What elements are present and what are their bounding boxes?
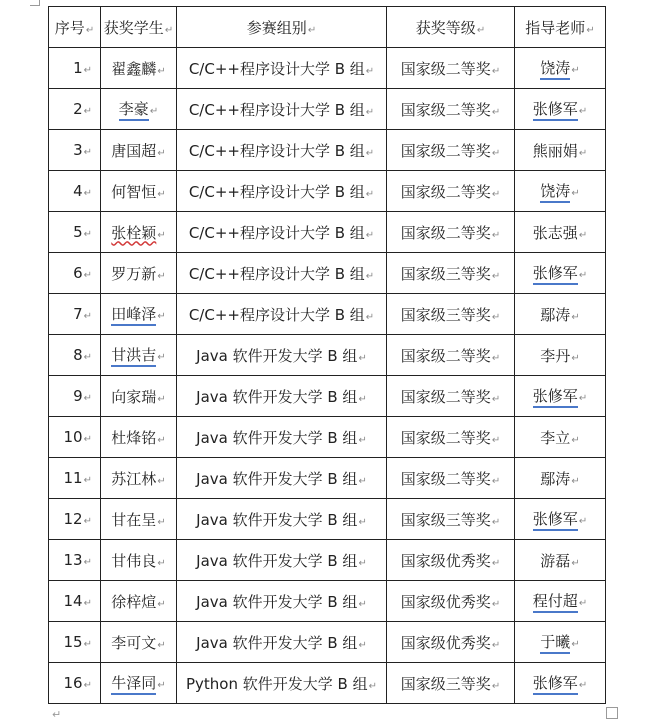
header-group-label: 参赛组别 [246,18,307,37]
cell-teacher[interactable] [515,335,606,376]
cell-student[interactable] [101,376,177,417]
cell-student-text: 甘在呈 [111,510,157,529]
cell-no[interactable] [49,89,101,130]
cell-end-mark: ↵ [157,65,166,77]
cell-end-mark: ↵ [571,557,580,569]
cell-no[interactable] [49,376,101,417]
cell-group[interactable] [177,581,387,622]
cell-no[interactable] [49,417,101,458]
cell-student-text: 牛泽同 [111,672,156,695]
cell-student[interactable] [101,89,177,130]
cell-teacher[interactable] [515,622,606,663]
cell-end-mark: ↵ [491,434,501,446]
cell-student-text: 何智恒 [111,182,157,201]
cell-student-text: 李豪 [119,98,149,121]
cell-teacher[interactable] [515,499,606,540]
cell-teacher-text: 张修军 [533,262,578,285]
cell-level-text: 国家级二等奖 [400,387,491,406]
cell-group-text: Java 软件开发大学 B 组 [196,469,358,488]
table-row [49,253,606,294]
cell-group[interactable] [177,171,387,212]
cell-group[interactable] [177,130,387,171]
cell-group-text: Java 软件开发大学 B 组 [196,592,358,611]
cell-student[interactable] [101,622,177,663]
cell-end-mark: ↵ [358,557,367,569]
cell-end-mark: ↵ [83,311,92,322]
cell-group[interactable] [177,89,387,130]
cell-end-mark: ↵ [578,392,588,404]
cell-end-mark: ↵ [83,147,92,158]
cell-student[interactable] [101,294,177,335]
cell-end-mark: ↵ [491,106,501,118]
cell-end-mark: ↵ [358,393,367,405]
cell-no-text: 6 [73,264,83,282]
cell-end-mark: ↵ [491,680,501,692]
cell-end-mark: ↵ [358,352,367,364]
cell-teacher[interactable] [515,253,606,294]
cell-level-text: 国家级二等奖 [400,59,491,78]
cell-teacher[interactable] [515,581,606,622]
cell-group[interactable] [177,294,387,335]
cell-end-mark: ↵ [365,188,375,200]
top-left-margin-marker [30,0,40,6]
cell-end-mark: ↵ [491,516,501,528]
cell-end-mark: ↵ [83,639,92,650]
cell-student[interactable] [101,499,177,540]
award-table [48,6,606,704]
cell-no-text: 3 [73,141,83,159]
cell-no[interactable] [49,499,101,540]
cell-teacher-text: 程付超 [533,590,578,613]
cell-group-text: Python 软件开发大学 B 组 [186,674,368,693]
header-no[interactable] [49,7,101,48]
header-row [49,7,606,48]
cell-end-mark: ↵ [571,352,580,364]
cell-group[interactable] [177,212,387,253]
cell-level-text: 国家级三等奖 [400,510,491,529]
cell-group-text: C/C++程序设计大学 B 组 [188,182,365,201]
cell-no[interactable] [49,622,101,663]
cell-level[interactable] [387,417,515,458]
cell-end-mark: ↵ [83,106,92,117]
cell-level-text: 国家级二等奖 [400,182,491,201]
cell-student[interactable] [101,663,177,704]
cell-level-text: 国家级三等奖 [400,305,491,324]
cell-no[interactable] [49,335,101,376]
table-row [49,48,606,89]
cell-no-text: 9 [73,387,83,405]
cell-no[interactable] [49,540,101,581]
cell-teacher[interactable] [515,417,606,458]
cell-end-mark: ↵ [571,64,580,76]
cell-teacher-text: 熊丽娟 [532,141,578,160]
cell-level-text: 国家级二等奖 [400,346,491,365]
cell-end-mark: ↵ [491,352,501,364]
cell-level[interactable] [387,89,515,130]
cell-end-mark: ↵ [358,598,367,610]
header-student-label: 获奖学生 [103,18,164,37]
cell-student[interactable] [101,130,177,171]
cell-end-mark: ↵ [83,475,92,486]
cell-teacher-text: 鄢涛 [540,305,571,324]
cell-group-text: C/C++程序设计大学 B 组 [188,223,365,242]
cell-end-mark: ↵ [491,65,501,77]
cell-end-mark: ↵ [365,270,375,282]
header-level-label: 获奖等级 [415,18,476,37]
cell-end-mark: ↵ [83,188,92,199]
header-student[interactable] [101,7,177,48]
cell-end-mark: ↵ [83,557,92,568]
cell-level-text: 国家级二等奖 [400,100,491,119]
cell-level[interactable] [387,48,515,89]
cell-teacher[interactable] [515,458,606,499]
cell-teacher[interactable] [515,294,606,335]
cell-end-mark: ↵ [157,229,166,241]
cell-end-mark: ↵ [491,188,501,200]
table-row [49,622,606,663]
cell-end-mark: ↵ [83,393,92,404]
cell-teacher-text: 饶涛 [540,57,570,80]
cell-end-mark: ↵ [586,24,595,36]
cell-teacher-text: 李立 [540,428,571,447]
cell-no[interactable] [49,458,101,499]
cell-end-mark: ↵ [358,475,367,487]
cell-level-text: 国家级二等奖 [400,469,491,488]
cell-no[interactable] [49,581,101,622]
cell-end-mark: ↵ [578,269,588,281]
cell-level[interactable] [387,335,515,376]
table-body [49,48,606,704]
cell-end-mark: ↵ [491,598,501,610]
cell-no[interactable] [49,253,101,294]
cell-end-mark: ↵ [578,147,588,159]
cell-no-text: 16 [63,674,83,692]
cell-end-mark: ↵ [83,352,92,363]
bottom-right-resize-handle[interactable] [606,707,618,719]
cell-no[interactable] [49,130,101,171]
cell-no-text: 5 [73,223,83,241]
table-row [49,171,606,212]
cell-group-text: C/C++程序设计大学 B 组 [188,100,365,119]
cell-group-text: Java 软件开发大学 B 组 [196,551,358,570]
table-row [49,212,606,253]
cell-end-mark: ↵ [365,229,375,241]
cell-end-mark: ↵ [157,351,166,363]
cell-level-text: 国家级二等奖 [400,428,491,447]
cell-no-text: 12 [63,510,83,528]
cell-end-mark: ↵ [157,679,166,691]
cell-end-mark: ↵ [157,393,166,405]
cell-student[interactable] [101,171,177,212]
cell-level[interactable] [387,376,515,417]
cell-no-text: 2 [73,100,83,118]
cell-no[interactable] [49,212,101,253]
paragraph-mark: ↵ [52,708,62,721]
table-row [49,458,606,499]
cell-student-text: 李可文 [111,633,157,652]
table-row [49,335,606,376]
cell-student-text: 唐国超 [111,141,157,160]
cell-teacher-text: 于曦 [540,631,570,654]
cell-teacher[interactable] [515,130,606,171]
cell-end-mark: ↵ [578,229,588,241]
cell-group-text: Java 软件开发大学 B 组 [196,387,358,406]
cell-end-mark: ↵ [157,557,166,569]
cell-no[interactable] [49,171,101,212]
cell-student-text: 徐梓煊 [111,592,157,611]
cell-student[interactable] [101,540,177,581]
cell-student-text: 翟鑫麟 [111,59,157,78]
cell-end-mark: ↵ [157,598,166,610]
cell-level[interactable] [387,171,515,212]
cell-level[interactable] [387,458,515,499]
cell-end-mark: ↵ [83,598,92,609]
cell-teacher-text: 张志强 [532,223,578,242]
cell-end-mark: ↵ [83,680,92,691]
cell-group-text: C/C++程序设计大学 B 组 [188,141,365,160]
cell-student-text: 苏江林 [111,469,157,488]
cell-student-text: 杜烽铭 [111,428,157,447]
cell-end-mark: ↵ [307,24,317,36]
cell-group[interactable] [177,376,387,417]
cell-level[interactable] [387,581,515,622]
cell-no-text: 7 [73,305,83,323]
cell-teacher-text: 饶涛 [540,180,570,203]
cell-end-mark: ↵ [365,106,375,118]
cell-end-mark: ↵ [365,311,375,323]
cell-end-mark: ↵ [491,639,501,651]
cell-level[interactable] [387,622,515,663]
cell-end-mark: ↵ [358,434,367,446]
cell-student-text: 张栓颖 [111,223,157,242]
table-row [49,417,606,458]
cell-no-text: 13 [63,551,83,569]
cell-end-mark: ↵ [358,639,367,651]
cell-teacher[interactable] [515,89,606,130]
cell-student[interactable] [101,335,177,376]
cell-group[interactable] [177,663,387,704]
cell-student[interactable] [101,581,177,622]
cell-level-text: 国家级三等奖 [400,674,491,693]
cell-level[interactable] [387,212,515,253]
cell-end-mark: ↵ [365,147,375,159]
cell-end-mark: ↵ [83,516,92,527]
cell-end-mark: ↵ [491,557,501,569]
cell-end-mark: ↵ [83,229,92,240]
cell-group-text: C/C++程序设计大学 B 组 [188,264,365,283]
table-row [49,540,606,581]
cell-group[interactable] [177,622,387,663]
cell-level[interactable] [387,253,515,294]
cell-teacher-text: 张修军 [533,98,578,121]
cell-level-text: 国家级三等奖 [400,264,491,283]
cell-end-mark: ↵ [157,516,166,528]
cell-end-mark: ↵ [85,24,95,36]
cell-teacher[interactable] [515,540,606,581]
cell-end-mark: ↵ [157,188,166,200]
cell-no-text: 8 [73,346,83,364]
cell-level-text: 国家级优秀奖 [400,592,491,611]
header-teacher[interactable] [515,7,606,48]
cell-end-mark: ↵ [83,270,92,281]
table-row [49,663,606,704]
cell-no-text: 1 [73,59,83,77]
cell-group-text: Java 软件开发大学 B 组 [196,428,358,447]
cell-group-text: C/C++程序设计大学 B 组 [188,305,365,324]
cell-level-text: 国家级优秀奖 [400,633,491,652]
cell-no[interactable] [49,663,101,704]
header-group[interactable] [177,7,387,48]
cell-no-text: 15 [63,633,83,651]
cell-student[interactable] [101,458,177,499]
cell-student-text: 甘伟良 [111,551,157,570]
cell-end-mark: ↵ [83,65,92,76]
cell-end-mark: ↵ [571,434,580,446]
cell-no-text: 11 [63,469,83,487]
cell-student-text: 甘洪吉 [111,344,156,367]
cell-end-mark: ↵ [578,597,588,609]
cell-teacher-text: 鄢涛 [540,469,571,488]
table-row [49,130,606,171]
cell-end-mark: ↵ [157,270,166,282]
cell-end-mark: ↵ [157,475,166,487]
cell-group-text: Java 软件开发大学 B 组 [196,633,358,652]
cell-level[interactable] [387,540,515,581]
cell-student[interactable] [101,253,177,294]
header-teacher-label: 指导老师 [525,18,586,37]
cell-level[interactable] [387,499,515,540]
cell-end-mark: ↵ [491,311,501,323]
cell-level-text: 国家级二等奖 [400,141,491,160]
cell-end-mark: ↵ [157,147,166,159]
cell-level[interactable] [387,130,515,171]
cell-teacher-text: 张修军 [533,508,578,531]
table-row [49,89,606,130]
cell-group[interactable] [177,540,387,581]
cell-student-text: 田峰泽 [111,303,156,326]
table-row [49,376,606,417]
cell-group[interactable] [177,253,387,294]
cell-end-mark: ↵ [571,638,580,650]
cell-end-mark: ↵ [571,187,580,199]
cell-end-mark: ↵ [578,105,588,117]
cell-end-mark: ↵ [83,434,92,445]
cell-end-mark: ↵ [491,229,501,241]
table-row [49,294,606,335]
header-level[interactable] [387,7,515,48]
cell-end-mark: ↵ [491,270,501,282]
cell-teacher-text: 游磊 [540,551,571,570]
cell-student-text: 罗万新 [111,264,157,283]
cell-no[interactable] [49,294,101,335]
cell-teacher[interactable] [515,48,606,89]
cell-end-mark: ↵ [157,434,166,446]
cell-teacher[interactable] [515,171,606,212]
cell-group[interactable] [177,417,387,458]
cell-no-text: 10 [63,428,83,446]
cell-group-text: C/C++程序设计大学 B 组 [188,59,365,78]
cell-end-mark: ↵ [368,680,377,692]
cell-end-mark: ↵ [476,24,486,36]
cell-group[interactable] [177,458,387,499]
cell-group[interactable] [177,48,387,89]
cell-level-text: 国家级二等奖 [400,223,491,242]
cell-end-mark: ↵ [571,311,580,323]
cell-no[interactable] [49,48,101,89]
cell-student[interactable] [101,48,177,89]
table-row [49,581,606,622]
cell-level-text: 国家级优秀奖 [400,551,491,570]
cell-end-mark: ↵ [157,639,166,651]
cell-student-text: 向家瑞 [111,387,157,406]
table-row [49,499,606,540]
cell-no-text: 4 [73,182,83,200]
cell-teacher[interactable] [515,376,606,417]
cell-end-mark: ↵ [157,310,166,322]
cell-group[interactable] [177,499,387,540]
cell-level[interactable] [387,663,515,704]
cell-teacher-text: 李丹 [540,346,571,365]
header-no-label: 序号 [54,18,85,37]
cell-end-mark: ↵ [358,516,367,528]
cell-level[interactable] [387,294,515,335]
cell-end-mark: ↵ [571,475,580,487]
cell-student[interactable] [101,212,177,253]
cell-end-mark: ↵ [491,475,501,487]
cell-end-mark: ↵ [491,393,501,405]
cell-group-text: Java 软件开发大学 B 组 [196,346,358,365]
cell-teacher[interactable] [515,663,606,704]
cell-teacher-text: 张修军 [533,385,578,408]
cell-group[interactable] [177,335,387,376]
cell-no-text: 14 [63,592,83,610]
cell-end-mark: ↵ [365,65,375,77]
cell-end-mark: ↵ [149,105,159,117]
cell-teacher[interactable] [515,212,606,253]
cell-end-mark: ↵ [491,147,501,159]
cell-student[interactable] [101,417,177,458]
cell-group-text: Java 软件开发大学 B 组 [196,510,358,529]
cell-end-mark: ↵ [164,24,174,36]
cell-teacher-text: 张修军 [533,672,578,695]
cell-end-mark: ↵ [578,679,588,691]
cell-end-mark: ↵ [578,515,588,527]
